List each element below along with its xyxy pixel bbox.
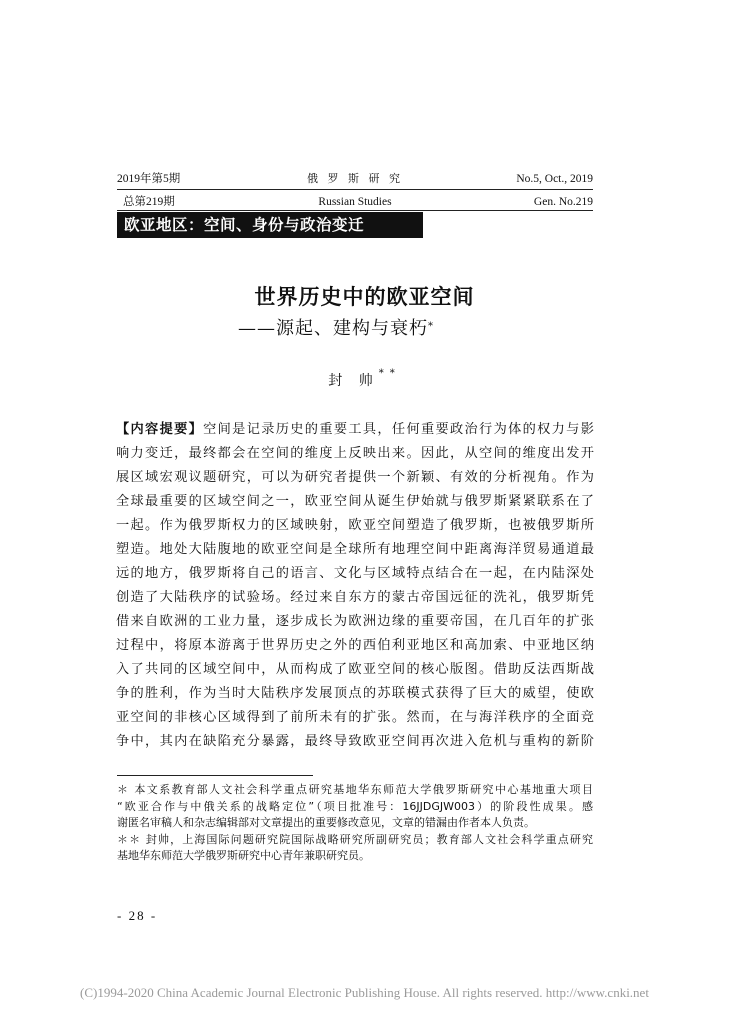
author-footnote-mark: ** [378, 368, 401, 379]
general-issue-number: 总第219期 [123, 196, 175, 208]
header-divider [117, 189, 593, 190]
copyright-notice: (C)1994-2020 China Academic Journal Electronic Publishing House. All rights reserved. http://www.cnki.net [80, 985, 649, 1000]
article-author [0, 370, 729, 390]
author-name: 封 帅 [328, 373, 379, 389]
subtitle-footnote-mark: * [428, 321, 434, 332]
section-banner: 欧亚地区：空间、身份与政治变迁 [117, 212, 423, 238]
abstract-line: 创造了大陆秩序的试验场。经过来自东方的蒙古帝国远征的洗礼，俄罗斯凭 [116, 590, 594, 605]
footnote-line: ＊＊ 封帅，上海国际问题研究院国际战略研究所副研究员；教育部人文社会科学重点研究 [117, 832, 593, 846]
abstract-line: 争中，其内在缺陷充分暴露，最终导致欧亚空间再次进入危机与重构的新阶 [116, 734, 594, 749]
footnotes [117, 782, 593, 865]
footnote-line: 基地华东师范大学俄罗斯研究中心青年兼职研究员。 [117, 849, 370, 862]
article-subtitle [238, 316, 434, 342]
issue-date-english: No.5, Oct., 2019 [516, 173, 593, 185]
article-title: 世界历史中的欧亚空间 [254, 285, 475, 309]
abstract-line: 远的地方，俄罗斯将自己的语言、文化与区域特点结合在一起，在内陆深处 [116, 566, 594, 581]
page-number: - 28 - [117, 908, 158, 923]
abstract-line: 亚空间的非核心区域得到了前所未有的扩张。然而，在与海洋秩序的全面竞 [116, 710, 594, 725]
abstract-line: 一起。作为俄罗斯权力的区域映射，欧亚空间塑造了俄罗斯，也被俄罗斯所 [116, 518, 594, 533]
footnote-line: “欧亚合作与中俄关系的战略定位”（项目批准号：16JJDGJW003）的阶段性成果。感 [117, 799, 593, 813]
abstract-line: 过程中，将原本游离于世界历史之外的西伯利亚地区和高加索、中亚地区纳 [116, 638, 594, 653]
footnote-line: 谢匿名审稿人和杂志编辑部对文章提出的重要修改意见，文章的错漏由作者本人负责。 [117, 816, 535, 829]
header-bottom-divider [117, 210, 593, 211]
issue-year-number: 2019年第5期 [117, 173, 181, 185]
abstract-line: 全球最重要的区域空间之一，欧亚空间从诞生伊始就与俄罗斯紧紧联系在了 [116, 494, 594, 509]
abstract-line: 【内容提要】空间是记录历史的重要工具，任何重要政治行为体的权力与影 [116, 422, 594, 437]
journal-name-english: Russian Studies [318, 196, 392, 208]
general-issue-english: Gen. No.219 [533, 196, 593, 208]
footnote-divider [117, 775, 313, 776]
abstract-label: 【内容提要】 [116, 422, 204, 437]
abstract-line: 塑造。地处大陆腹地的欧亚空间是全球所有地理空间中距离海洋贸易通道最 [116, 542, 594, 557]
footnote-line: ＊ 本文系教育部人文社会科学重点研究基地华东师范大学俄罗斯研究中心基地重大项目 [117, 783, 593, 796]
journal-name-chinese: 俄 罗 斯 研 究 [307, 172, 403, 185]
article-subtitle-text: ——源起、建构与衰朽 [238, 318, 428, 339]
abstract-line: 借来自欧洲的工业力量，逐步成长为欧洲边缘的重要帝国，在几百年的扩张 [116, 614, 594, 629]
abstract-line: 争的胜利，作为当时大陆秩序发展顶点的苏联模式获得了巨大的威望，使欧 [116, 686, 594, 701]
abstract-line: 展区域宏观议题研究，可以为研究者提供一个新颖、有效的分析视角。作为 [116, 470, 594, 485]
abstract-line: 入了共同的区域空间中，从而构成了欧亚空间的核心版图。借助反法西斯战 [116, 662, 594, 677]
abstract-line: 响力变迁，最终都会在空间的维度上反映出来。因此，从空间的维度出发开 [116, 446, 594, 461]
abstract [116, 418, 594, 754]
